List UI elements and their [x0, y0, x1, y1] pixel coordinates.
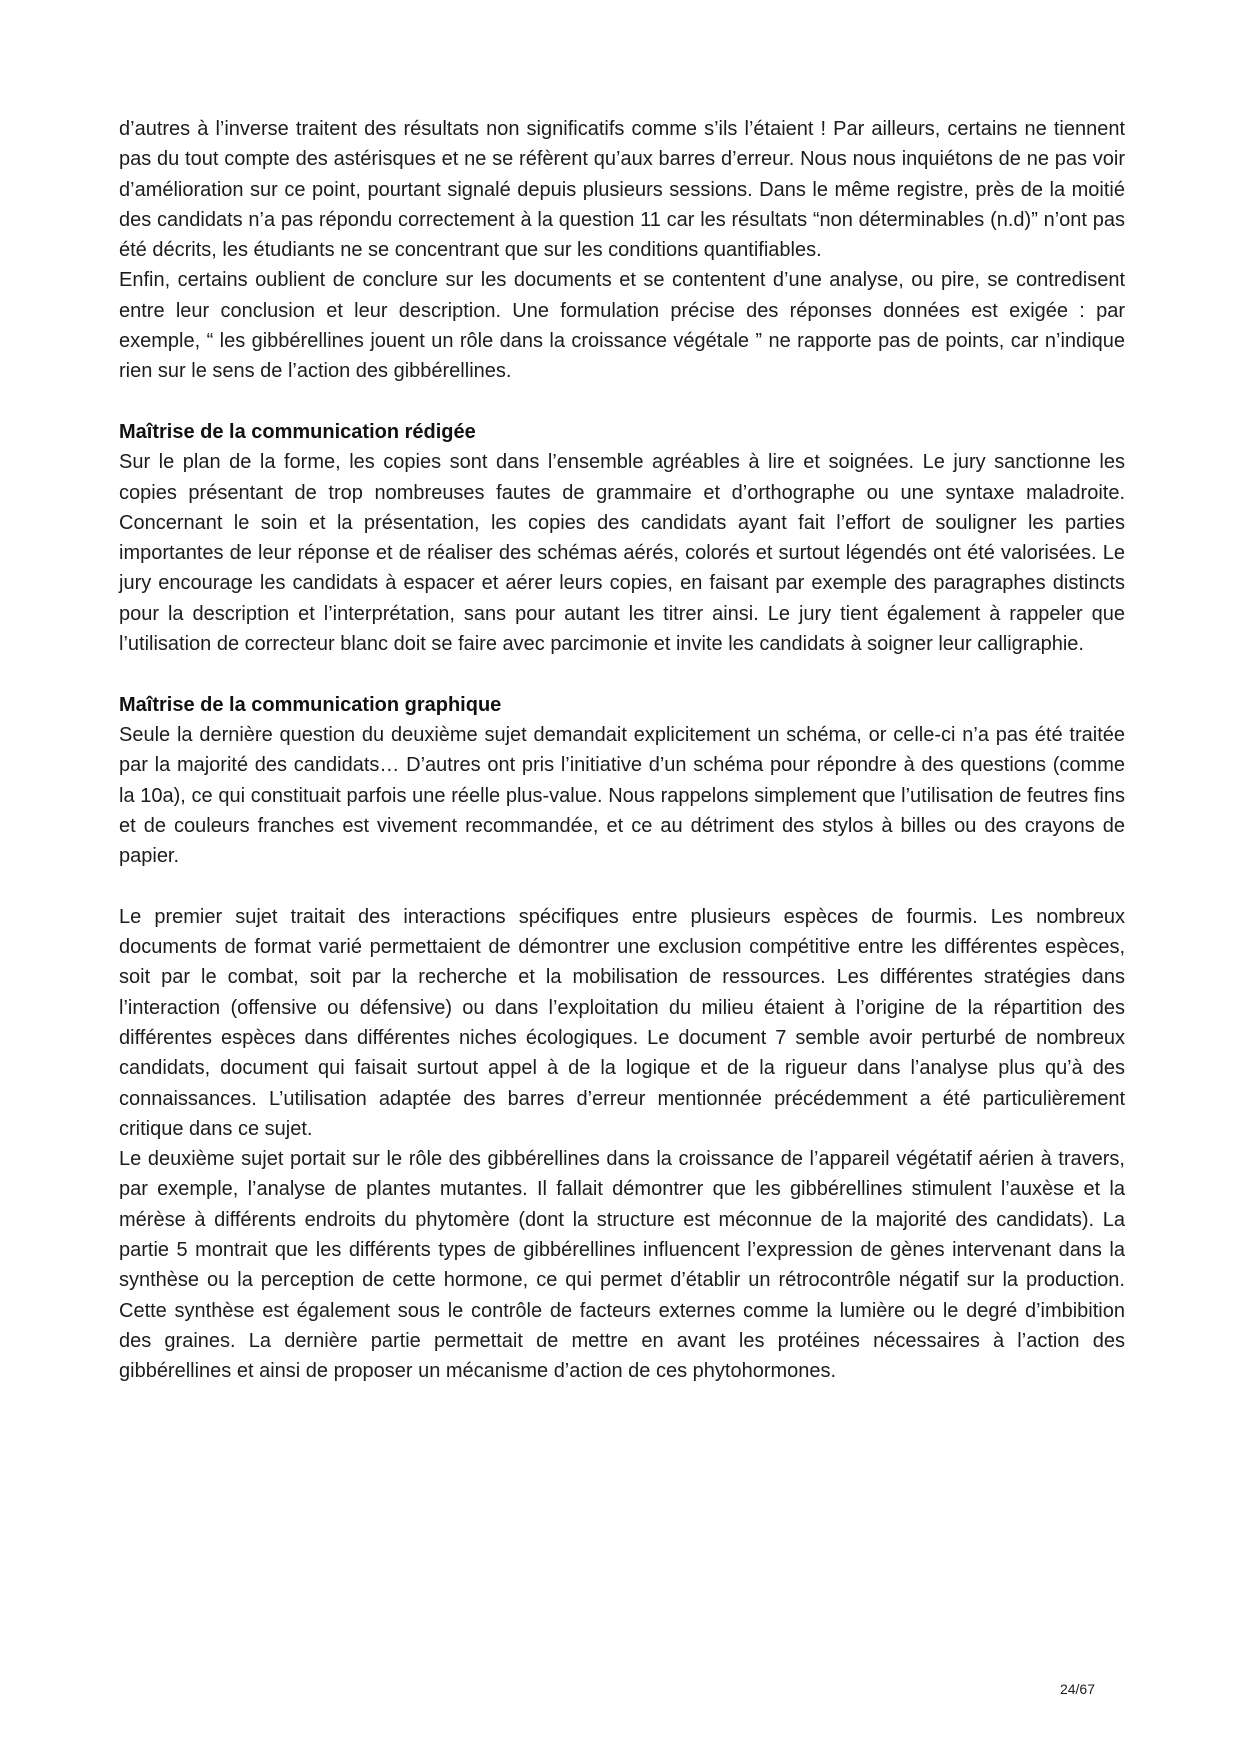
paragraph-communication-redigee: Sur le plan de la forme, les copies sont dans l’ensemble agréables à lire et soignées. Le jury sanctionne les copies présentant de trop nombreuses fautes de grammaire et d’orthographe ou une syntaxe maladroite. Concernant le soin et la présentation, les copies des candidats ayant fait l’effort de souligner les parties importantes de leur réponse et de réaliser des schémas aérés, colorés et surtout légendés ont été valorisées. Le jury encourage les candidats à espacer et aérer leurs copies, en faisant par exemple des paragraphes distincts pour la description et l’interprétation, sans pour autant les titrer ainsi. Le jury tient également à rappeler que l’utilisation de correcteur blanc doit se faire avec parcimonie et invite les candidats à soigner leur calligraphie. [119, 451, 1125, 656]
paragraph-premier-sujet: Le premier sujet traitait des interactions spécifiques entre plusieurs espèces de fourmis. Les nombreux documents de format varié permettaient de démontrer une exclusion compétitive entre les différentes espèces, soit par le combat, soit par la recherche et la mobilisation de ressources. Les différentes stratégies dans l’interaction (offensive ou défensive) ou dans l’exploitation du milieu étaient à l’origine de la répartition des différentes espèces dans différentes niches écologiques. Le document 7 semble avoir perturbé de nombreux candidats, document qui faisait surtout appel à de la logique et de la rigueur dans l’analyse plus qu’à des connaissances. L’utilisation adaptée des barres d’erreur mentionnée précédemment a été particulièrement critique dans ce sujet. [119, 905, 1125, 1140]
heading-communication-graphique: Maîtrise de la communication graphique [119, 693, 502, 716]
spacer [119, 871, 1125, 901]
heading-communication-redigee: Maîtrise de la communication rédigée [119, 420, 476, 443]
spacer [119, 659, 1125, 689]
spacer [119, 387, 1125, 417]
page-body [119, 114, 1125, 1386]
paragraph-communication-graphique: Seule la dernière question du deuxième sujet demandait explicitement un schéma, or celle-ci n’a pas été traitée par la majorité des candidats… D’autres ont pris l’initiative d’un schéma pour répondre à des questions (comme la 10a), ce qui constituait parfois une réelle plus-value. Nous rappelons simplement que l’utilisation de feutres fins et de couleurs franches est vivement recommandée, et ce au détriment des stylos à billes ou des crayons de papier. [119, 723, 1125, 868]
paragraph-deuxieme-sujet: Le deuxième sujet portait sur le rôle des gibbérellines dans la croissance de l’appareil végétatif aérien à travers, par exemple, l’analyse de plantes mutantes. Il fallait démontrer que les gibbérellines stimulent l’auxèse et la mérèse à différents endroits du phytomère (dont la structure est méconnue de la majorité des candidats). La partie 5 montrait que les différents types de gibbérellines influencent l’expression de gènes intervenant dans la synthèse ou la perception de cette hormone, ce qui permet d’établir un rétrocontrôle négatif sur la production. Cette synthèse est également sous le contrôle de facteurs externes comme la lumière ou le degré d’imbibition des graines. La dernière partie permettait de mettre en avant les protéines nécessaires à l’action des gibbérellines et ainsi de proposer un mécanisme d’action de ces phytohormones. [119, 1148, 1125, 1383]
paragraph-error-bars: d’autres à l’inverse traitent des résultats non significatifs comme s’ils l’étaient ! Par ailleurs, certains ne tiennent pas du tout compte des astérisques et ne se réfèrent qu’aux barres d’erreur. Nous nous inquiétons de ne pas voir d’amélioration sur ce point, pourtant signalé depuis plusieurs sessions. Dans le même registre, près de la moitié des candidats n’a pas répondu correctement à la question 11 car les résultats “non déterminables (n.d)” n’ont pas été décrits, les étudiants ne se concentrant que sur les conditions quantifiables. [119, 118, 1125, 262]
paragraph-conclusion: Enfin, certains oublient de conclure sur les documents et se contentent d’une analyse, ou pire, se contredisent entre leur conclusion et leur description. Une formulation précise des réponses données est exigée : par exemple, “ les gibbérellines jouent un rôle dans la croissance végétale ” ne rapporte pas de points, car n’indique rien sur le sens de l’action des gibbérellines. [119, 269, 1125, 383]
page-number: 24/67 [1059, 1681, 1095, 1697]
